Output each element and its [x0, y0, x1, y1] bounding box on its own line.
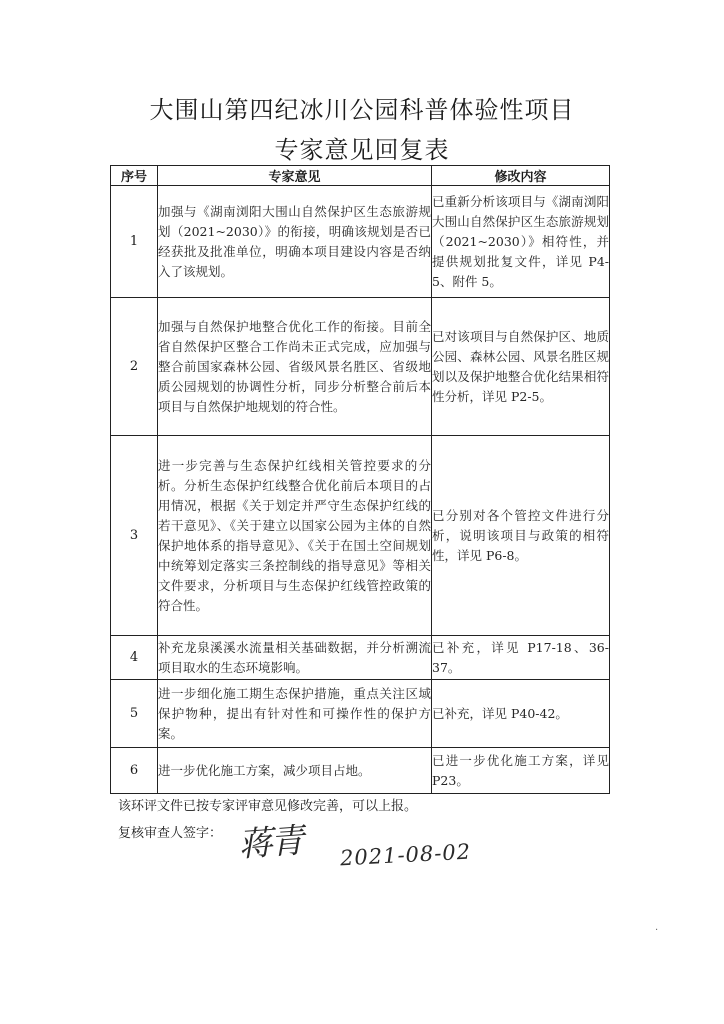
table-row — [111, 298, 610, 436]
header-revision: 修改内容 — [432, 166, 610, 186]
revision-cell: 已对该项目与自然保护区、地质公园、森林公园、风景名胜区规划以及保护地整合优化结果相符性分析，详见 P2-5。 — [432, 298, 610, 436]
revision-cell: 已分别对各个管控文件进行分析，说明该项目与政策的相符性，详见 P6-8。 — [432, 436, 610, 636]
header-no: 序号 — [111, 166, 158, 186]
scan-speck: · — [655, 925, 659, 936]
approval-note: 该环评文件已按专家评审意见修改完善，可以上报。 — [118, 799, 418, 814]
signature-date: 2021-08-02 — [339, 839, 472, 871]
table-header-row — [111, 166, 610, 186]
reviewer-signature: 蒋青 — [236, 820, 304, 866]
row-number: 6 — [111, 748, 158, 794]
revision-cell: 已补充，详见 P40-42。 — [432, 680, 610, 748]
table-row — [111, 436, 610, 636]
row-number: 1 — [111, 186, 158, 298]
table-row — [111, 636, 610, 680]
expert-opinion-cell: 加强与《湖南浏阳大围山自然保护区生态旅游规划（2021~2030）》的衔接，明确该规划是否已经获批及批准单位，明确本项目建设内容是否纳入了该规划。 — [158, 186, 432, 298]
row-number: 2 — [111, 298, 158, 436]
table-row — [111, 748, 610, 794]
expert-opinion-cell: 补充龙泉溪溪水流量相关基础数据，并分析溯流项目取水的生态环境影响。 — [158, 636, 432, 680]
expert-opinion-table — [110, 165, 610, 794]
table-row — [111, 680, 610, 748]
header-opinion: 专家意见 — [158, 166, 432, 186]
document-subtitle: 专家意见回复表 — [274, 136, 450, 164]
table-row — [111, 186, 610, 298]
row-number: 4 — [111, 636, 158, 680]
revision-cell: 已重新分析该项目与《湖南浏阳大围山自然保护区生态旅游规划（2021~2030）》相符性，并提供规划批复文件，详见 P4-5、附件 5。 — [432, 186, 610, 298]
expert-opinion-cell: 进一步完善与生态保护红线相关管控要求的分析。分析生态保护红线整合优化前后本项目的占用情况，根据《关于划定并严守生态保护红线的若干意见》、《关于建立以国家公园为主体的自然保护地体系的指导意见》、《关于在国土空间规划中统筹划定落实三条控制线的指导意见》等相关文件要求，分析项目与生态保护红线管控政策的符合性。 — [158, 436, 432, 636]
expert-opinion-cell: 加强与自然保护地整合优化工作的衔接。目前全省自然保护区整合工作尚未正式完成，应加强与整合前国家森林公园、省级风景名胜区、省级地质公园规划的协调性分析，同步分析整合前后本项目与自然保护地规划的符合性。 — [158, 298, 432, 436]
row-number: 3 — [111, 436, 158, 636]
expert-opinion-cell: 进一步优化施工方案，减少项目占地。 — [158, 748, 432, 794]
document-title: 大围山第四纪冰川公园科普体验性项目 — [149, 96, 575, 124]
row-number: 5 — [111, 680, 158, 748]
expert-opinion-cell: 进一步细化施工期生态保护措施，重点关注区域保护物种，提出有针对性和可操作性的保护方案。 — [158, 680, 432, 748]
reviewer-signature-label: 复核审查人签字： — [118, 826, 223, 841]
revision-cell: 已进一步优化施工方案，详见 P23。 — [432, 748, 610, 794]
revision-cell: 已补充，详见 P17-18、36-37。 — [432, 636, 610, 680]
